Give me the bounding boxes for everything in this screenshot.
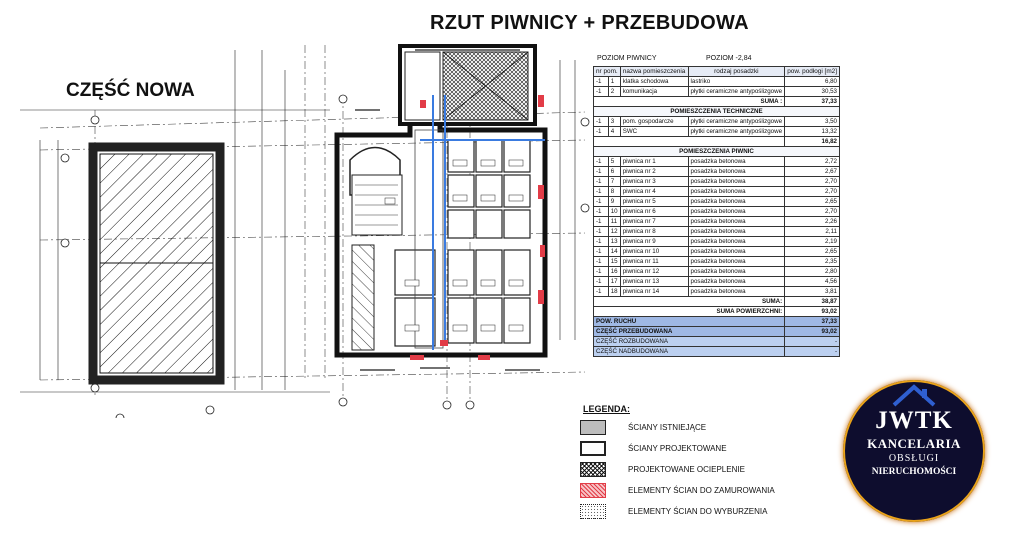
cell-no: -1 — [594, 257, 609, 267]
cell-area: 2,65 — [785, 197, 840, 207]
table-row — [594, 187, 840, 197]
cell-area: 2,70 — [785, 177, 840, 187]
house-roof-icon — [891, 381, 937, 407]
sum-label: SUMA : — [594, 97, 785, 107]
cell-no: -1 — [594, 267, 609, 277]
legend-label: PROJEKTOWANE OCIEPLENIE — [628, 465, 745, 474]
footer-row — [594, 327, 840, 337]
table-row — [594, 77, 840, 87]
cell-no: -1 — [594, 187, 609, 197]
cell-sub: 8 — [608, 187, 620, 197]
cell-floor: posadzka betonowa — [688, 277, 785, 287]
cell-no: -1 — [594, 157, 609, 167]
cell-no: -1 — [594, 217, 609, 227]
cell-name: piwnica nr 8 — [620, 227, 688, 237]
cell-area: 2,26 — [785, 217, 840, 227]
cell-floor: lastriko — [688, 77, 785, 87]
cell-floor: posadzka betonowa — [688, 217, 785, 227]
cell-no: -1 — [594, 167, 609, 177]
cell-floor: posadzka betonowa — [688, 227, 785, 237]
cell-floor: płytki ceramiczne antypoślizgowe — [688, 117, 785, 127]
footer-row — [594, 317, 840, 327]
cell-sub: 3 — [608, 117, 620, 127]
cell-name: klatka schodowa — [620, 77, 688, 87]
legend-swatch-existing — [580, 420, 606, 435]
cell-area: 13,32 — [785, 127, 840, 137]
sum-row — [594, 97, 840, 107]
cell-area: 3,50 — [785, 117, 840, 127]
section-header-technical: POMIESZCZENIA TECHNICZNE — [594, 107, 840, 117]
footer-value: - — [785, 337, 840, 347]
table-row — [594, 157, 840, 167]
sum-value: 37,33 — [785, 97, 840, 107]
table-row — [594, 167, 840, 177]
table-row — [594, 267, 840, 277]
cell-sub: 12 — [608, 227, 620, 237]
footer-value: 37,33 — [785, 317, 840, 327]
header-no: nr pom. — [594, 67, 621, 77]
cell-sub: 7 — [608, 177, 620, 187]
cell-name: SWC — [620, 127, 688, 137]
sum-label: SUMA: — [594, 297, 785, 307]
cell-sub: 2 — [608, 87, 620, 97]
table-row — [594, 117, 840, 127]
cell-area: 4,56 — [785, 277, 840, 287]
cell-floor: płytki ceramiczne antypoślizgowe — [688, 127, 785, 137]
table-row — [594, 237, 840, 247]
cell-no: -1 — [594, 237, 609, 247]
logo-name: JWTK — [875, 407, 953, 434]
sum-row — [594, 297, 840, 307]
legend-label: ELEMENTY ŚCIAN DO WYBURZENIA — [628, 507, 768, 516]
company-logo — [843, 380, 985, 522]
cell-floor: posadzka betonowa — [688, 207, 785, 217]
cell-name: piwnica nr 7 — [620, 217, 688, 227]
cell-name: piwnica nr 2 — [620, 167, 688, 177]
legend-swatch-insulation — [580, 462, 606, 477]
legend-title: LEGENDA: — [583, 404, 630, 414]
section-label-new-part: CZĘŚĆ NOWA — [66, 80, 195, 101]
table-row — [594, 197, 840, 207]
sum-row — [594, 137, 840, 147]
cell-floor: płytki ceramiczne antypoślizgowe — [688, 87, 785, 97]
header-floor: rodzaj posadzki — [688, 67, 785, 77]
table-header-row — [594, 67, 840, 77]
cell-area: 2,72 — [785, 157, 840, 167]
cell-name: piwnica nr 11 — [620, 257, 688, 267]
legend-label: ŚCIANY PROJEKTOWANE — [628, 444, 727, 453]
cell-name: pom. gospodarcze — [620, 117, 688, 127]
footer-label: CZĘŚĆ PRZEBUDOWANA — [594, 327, 785, 337]
room-area-table — [593, 66, 840, 357]
cell-no: -1 — [594, 117, 609, 127]
cell-floor: posadzka betonowa — [688, 197, 785, 207]
cell-no: -1 — [594, 177, 609, 187]
section-row — [594, 147, 840, 157]
sum-value: 16,82 — [785, 137, 840, 147]
table-row — [594, 217, 840, 227]
cell-area: 3,81 — [785, 287, 840, 297]
cell-floor: posadzka betonowa — [688, 287, 785, 297]
cell-area: 2,80 — [785, 267, 840, 277]
cell-floor: posadzka betonowa — [688, 267, 785, 277]
footer-label: POW. RUCHU — [594, 317, 785, 327]
table-row — [594, 247, 840, 257]
cell-name: piwnica nr 3 — [620, 177, 688, 187]
cell-sub: 18 — [608, 287, 620, 297]
legend-swatch-demolition — [580, 504, 606, 519]
cell-area: 30,53 — [785, 87, 840, 97]
cell-sub: 9 — [608, 197, 620, 207]
total-label: SUMA POWIERZCHNI: — [594, 307, 785, 317]
cell-name: piwnica nr 13 — [620, 277, 688, 287]
table-row — [594, 87, 840, 97]
cell-no: -1 — [594, 247, 609, 257]
cell-no: -1 — [594, 227, 609, 237]
cell-name: piwnica nr 5 — [620, 197, 688, 207]
cell-floor: posadzka betonowa — [688, 157, 785, 167]
cell-sub: 13 — [608, 237, 620, 247]
footer-row — [594, 347, 840, 357]
table-row — [594, 287, 840, 297]
level-value: POZIOM -2,84 — [706, 55, 752, 62]
cell-area: 2,70 — [785, 207, 840, 217]
cell-no: -1 — [594, 87, 609, 97]
cell-sub: 1 — [608, 77, 620, 87]
logo-line-2: OBSŁUGI — [888, 453, 940, 464]
cell-no: -1 — [594, 277, 609, 287]
legend — [580, 420, 830, 525]
header-area: pow. podłogi [m2] — [785, 67, 840, 77]
cell-area: 2,70 — [785, 187, 840, 197]
level-label: POZIOM PIWNICY — [597, 55, 657, 62]
cell-area: 2,65 — [785, 247, 840, 257]
footer-value: - — [785, 347, 840, 357]
footer-row — [594, 337, 840, 347]
cell-name: piwnica nr 1 — [620, 157, 688, 167]
legend-swatch-designed — [580, 441, 606, 456]
cell-floor: posadzka betonowa — [688, 257, 785, 267]
cell-no: -1 — [594, 287, 609, 297]
section-row — [594, 107, 840, 117]
cell-sub: 17 — [608, 277, 620, 287]
logo-line-1: KANCELARIA — [867, 436, 961, 451]
table-row — [594, 177, 840, 187]
cell-sub: 5 — [608, 157, 620, 167]
cell-no: -1 — [594, 207, 609, 217]
legend-label: ŚCIANY ISTNIEJĄCE — [628, 423, 707, 432]
cell-sub: 16 — [608, 267, 620, 277]
cell-name: komunikacja — [620, 87, 688, 97]
cell-sub: 4 — [608, 127, 620, 137]
cell-floor: posadzka betonowa — [688, 177, 785, 187]
cell-sub: 14 — [608, 247, 620, 257]
table-row — [594, 277, 840, 287]
cell-area: 2,67 — [785, 167, 840, 177]
cell-no: -1 — [594, 197, 609, 207]
cell-floor: posadzka betonowa — [688, 237, 785, 247]
cell-sub: 11 — [608, 217, 620, 227]
cell-sub: 6 — [608, 167, 620, 177]
page-title: RZUT PIWNICY + PRZEBUDOWA — [430, 12, 749, 34]
logo-line-3: NIERUCHOMOŚCI — [871, 467, 957, 477]
legend-label: ELEMENTY ŚCIAN DO ZAMUROWANIA — [628, 486, 775, 495]
cell-name: piwnica nr 10 — [620, 247, 688, 257]
cell-name: piwnica nr 6 — [620, 207, 688, 217]
cell-area: 2,35 — [785, 257, 840, 267]
cell-sub: 10 — [608, 207, 620, 217]
header-name: nazwa pomieszczenia — [620, 67, 688, 77]
cell-name: piwnica nr 9 — [620, 237, 688, 247]
cell-area: 2,19 — [785, 237, 840, 247]
cell-name: piwnica nr 12 — [620, 267, 688, 277]
legend-swatch-bricking — [580, 483, 606, 498]
sum-value: 38,87 — [785, 297, 840, 307]
cell-floor: posadzka betonowa — [688, 247, 785, 257]
cell-no: -1 — [594, 127, 609, 137]
cell-sub: 15 — [608, 257, 620, 267]
table-row — [594, 127, 840, 137]
table-row — [594, 207, 840, 217]
table-row — [594, 257, 840, 267]
floor-plan — [0, 38, 590, 418]
cell-floor: posadzka betonowa — [688, 187, 785, 197]
footer-label: CZĘŚĆ ROZBUDOWANA — [594, 337, 785, 347]
cell-name: piwnica nr 14 — [620, 287, 688, 297]
cell-floor: posadzka betonowa — [688, 167, 785, 177]
section-header-basement: POMIESZCZENIA PIWNIC — [594, 147, 840, 157]
cell-name: piwnica nr 4 — [620, 187, 688, 197]
sum-label-empty — [594, 137, 785, 147]
footer-label: CZĘŚĆ NADBUDOWANA — [594, 347, 785, 357]
footer-value: 93,02 — [785, 327, 840, 337]
cell-no: -1 — [594, 77, 609, 87]
table-row — [594, 227, 840, 237]
total-row — [594, 307, 840, 317]
total-value: 93,02 — [785, 307, 840, 317]
cell-area: 2,11 — [785, 227, 840, 237]
cell-area: 6,80 — [785, 77, 840, 87]
